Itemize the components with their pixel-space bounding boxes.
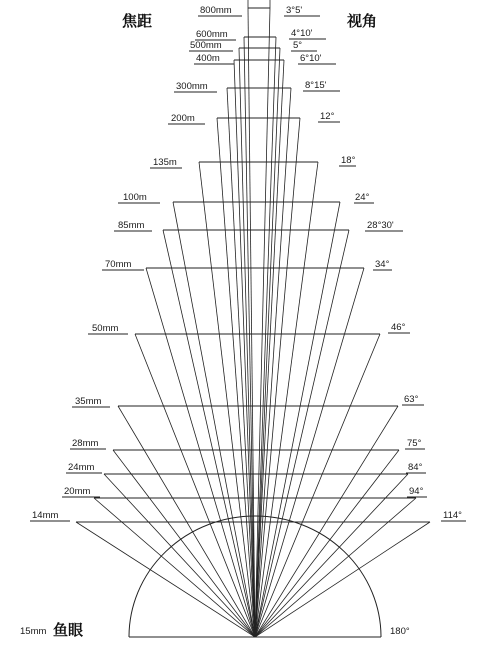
view-ray-left	[227, 88, 255, 637]
focal-length-label: 400m	[196, 53, 220, 64]
focal-length-label: 35mm	[75, 396, 102, 407]
angle-label: 114°	[443, 510, 462, 521]
view-ray-left	[217, 118, 255, 637]
view-ray-right	[255, 498, 416, 637]
angle-label: 18°	[341, 155, 356, 166]
fisheye-angle-label: 180°	[390, 626, 410, 637]
angle-of-view-heading: 视角	[347, 12, 378, 30]
view-ray-left	[239, 48, 255, 637]
focal-length-label: 28mm	[72, 438, 99, 449]
view-ray-left	[173, 202, 255, 637]
view-ray-left	[104, 474, 255, 637]
angle-label: 28°30'	[367, 220, 394, 231]
angle-label: 46°	[391, 322, 406, 333]
angle-label: 34°	[375, 259, 390, 270]
focal-length-label: 70mm	[105, 259, 132, 270]
angle-label: 5°	[293, 40, 303, 51]
fisheye-label: 鱼眼	[53, 621, 84, 639]
focal-length-label: 100m	[123, 192, 147, 203]
angle-label: 4°10'	[291, 28, 313, 39]
angle-label: 94°	[409, 486, 424, 497]
view-ray-right	[255, 474, 408, 637]
view-ray-right	[255, 88, 291, 637]
view-ray-right	[255, 334, 380, 637]
focal-length-label: 14mm	[32, 510, 59, 521]
angle-label: 6°10'	[300, 53, 322, 64]
focal-length-label: 300mm	[176, 81, 208, 92]
angle-label: 75°	[407, 438, 422, 449]
view-ray-left	[94, 498, 255, 637]
focal-length-label: 200m	[171, 113, 195, 124]
view-ray-right	[255, 522, 430, 637]
focal-length-label: 85mm	[118, 220, 145, 231]
focal-length-heading: 焦距	[122, 12, 153, 30]
view-ray-right	[255, 406, 398, 637]
fisheye-focal-label: 15mm	[20, 626, 47, 637]
view-ray-left	[76, 522, 255, 637]
fan-lines	[76, 0, 430, 637]
angle-label: 24°	[355, 192, 370, 203]
focal-length-label: 600mm	[196, 29, 228, 40]
focal-length-label: 50mm	[92, 323, 119, 334]
angle-label: 12°	[320, 111, 335, 122]
view-ray-right	[255, 48, 280, 637]
focal-length-label: 500mm	[190, 40, 222, 51]
angle-label: 3°5'	[286, 5, 303, 16]
angle-label: 63°	[404, 394, 419, 405]
angle-label: 84°	[408, 462, 423, 473]
focal-length-label: 24mm	[68, 462, 95, 473]
angle-label: 8°15'	[305, 80, 327, 91]
focal-length-label: 20mm	[64, 486, 91, 497]
focal-length-label: 135m	[153, 157, 177, 168]
lens-row	[163, 230, 349, 637]
view-ray-left	[118, 406, 255, 637]
focal-length-label: 800mm	[200, 5, 232, 16]
